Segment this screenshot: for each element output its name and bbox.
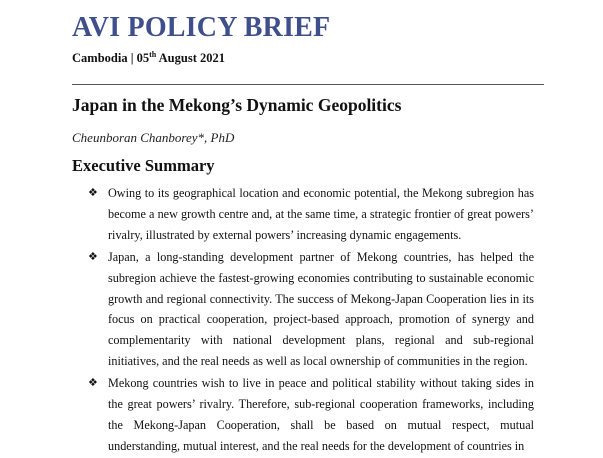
date-suffix: th (149, 49, 157, 59)
date-month-year: August 2021 (158, 51, 225, 65)
summary-point-text: Japan, a long-standing development partner of Mekong countries, has helped the subregion achieve the fastest-growing economies contributing to sustainable economic growth and regional connectivity. The success of Mekong-Japan Cooperation lies in its focus on practical cooperation, project-based approach, promotion of synergy and complementarity with national development plans, regional and sub-regional initiatives, and the real needs as well as local ownership of communities in the region. (108, 249, 534, 369)
summary-point (88, 373, 534, 457)
diamond-bullet-icon: ❖ (88, 376, 98, 390)
section-heading: Executive Summary (72, 156, 215, 175)
summary-point (88, 247, 534, 372)
diamond-bullet-icon: ❖ (88, 186, 98, 199)
date-day: 05 (136, 51, 150, 65)
summary-point-text: Owing to its geographical location and economic potential, the Mekong subregion has become a new growth centre and, at the same time, a strategic frontier of great powers’ rivalry, illustrated by external powers’ increasing dynamic engagements. (108, 186, 534, 242)
article-title: Japan in the Mekong’s Dynamic Geopolitics (72, 95, 402, 115)
summary-point (88, 183, 534, 246)
diamond-bullet-icon: ❖ (88, 249, 98, 263)
country-label: Cambodia (72, 51, 128, 65)
dateline-separator: | (130, 51, 134, 65)
author-byline: Cheunboran Chanborey*, PhD (72, 130, 235, 145)
brief-title: AVI POLICY BRIEF (72, 12, 331, 43)
header-divider (72, 84, 544, 85)
summary-point-text: Mekong countries wish to live in peace and political stability without taking sides in the great powers’ rivalry. Therefore, sub-regional cooperation frameworks, including the Mekong-Japan Cooperation, shall be based on mutual respect, mutual understanding, mutual interest, and the real needs for the development of countries in (108, 376, 534, 453)
executive-summary-list (88, 183, 534, 458)
dateline (72, 51, 225, 66)
